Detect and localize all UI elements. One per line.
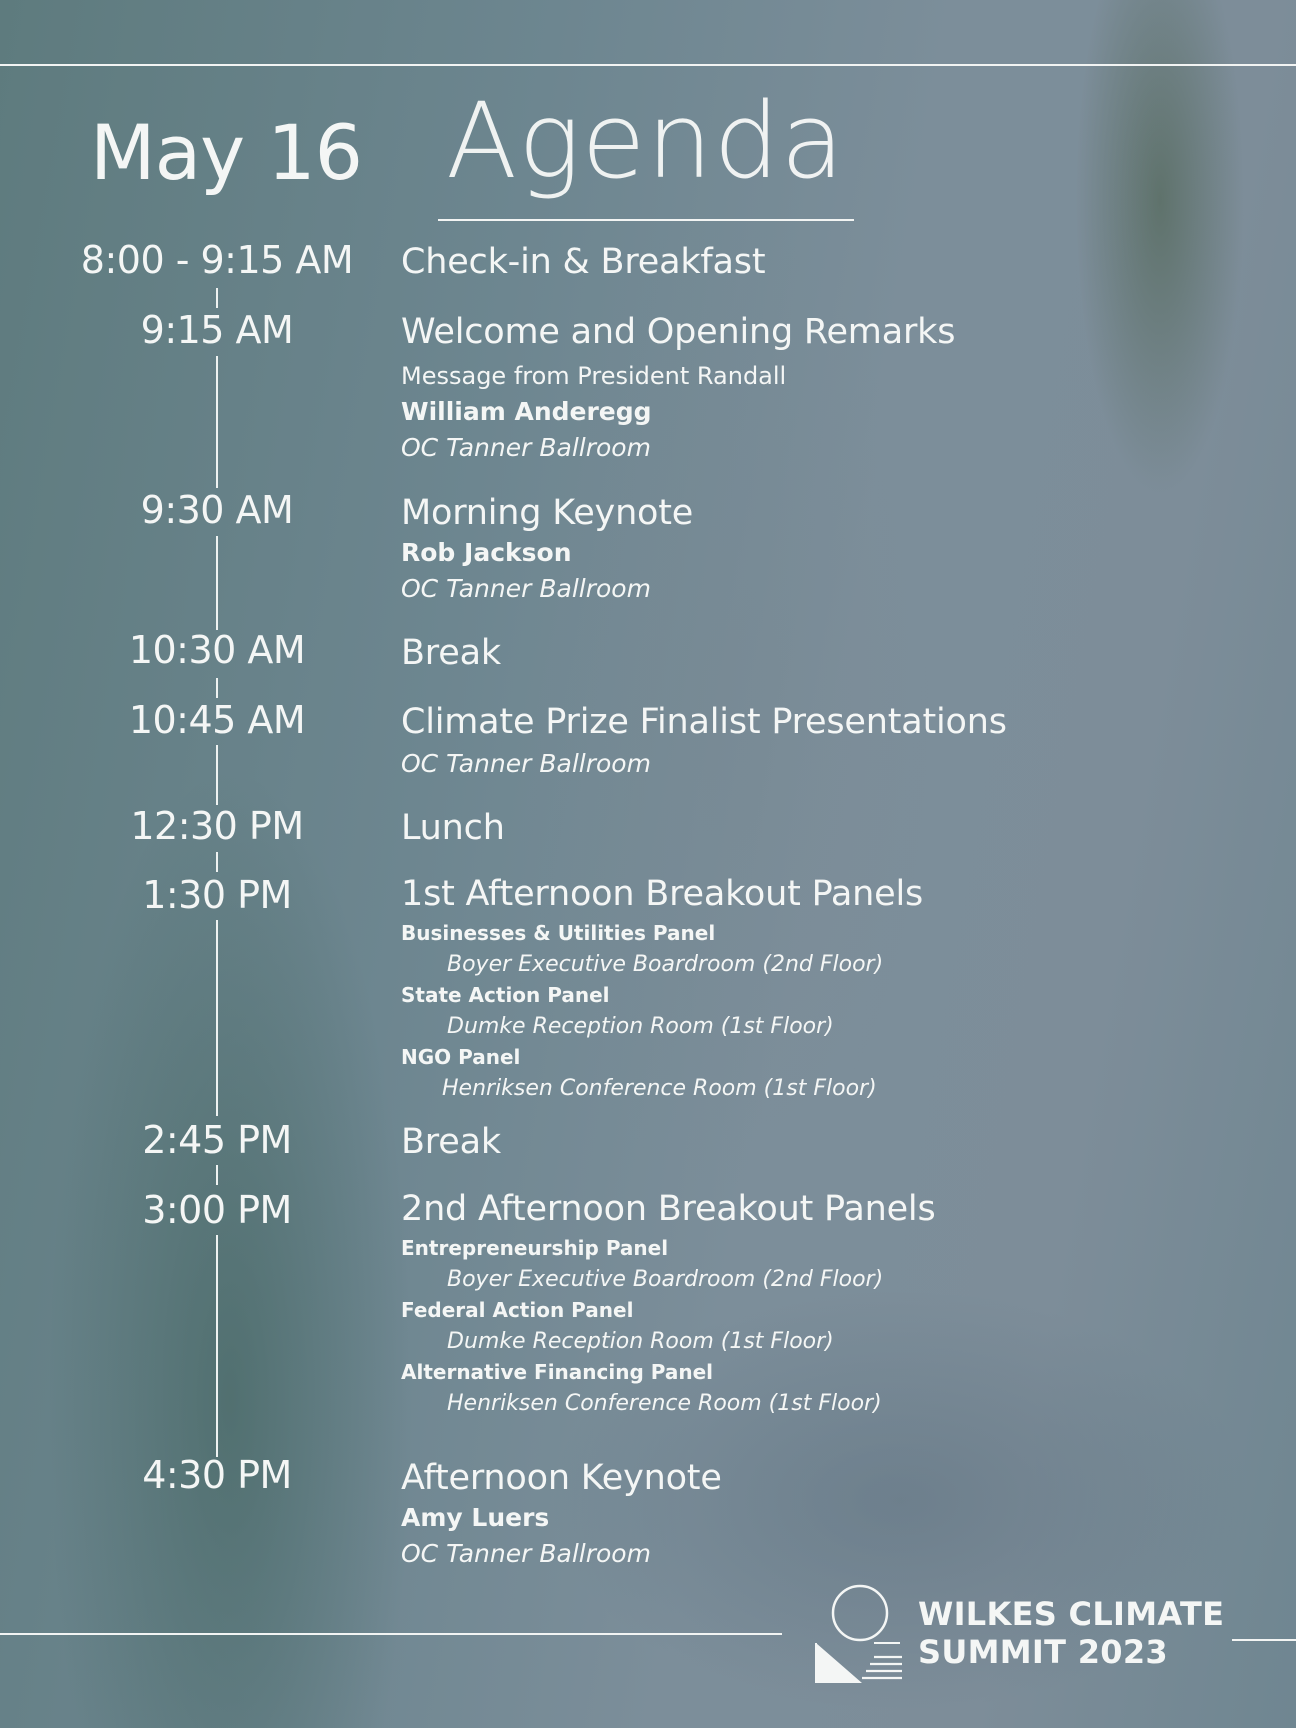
timeline-segment: [216, 1165, 218, 1185]
time-lunch: 12:30 PM: [130, 804, 304, 848]
panel-name: Federal Action Panel: [401, 1298, 634, 1322]
time-prize: 10:45 AM: [128, 698, 306, 742]
agenda-item-checkin: [401, 242, 765, 282]
timeline-segment: [216, 288, 218, 308]
event-title: 1st Afternoon Breakout Panels: [401, 874, 924, 914]
timeline-segment: [216, 852, 218, 872]
agenda-item-lunch: [401, 808, 505, 848]
agenda-item-breakout-2: [401, 1189, 935, 1419]
panel-name: Entrepreneurship Panel: [401, 1236, 669, 1260]
event-title: Climate Prize Finalist Presentations: [401, 702, 1007, 742]
time-break-2: 2:45 PM: [142, 1118, 292, 1162]
page-title: Agenda: [446, 80, 846, 202]
panel-name: Businesses & Utilities Panel: [401, 921, 716, 945]
timeline-segment: [216, 356, 218, 488]
event-title: Check-in & Breakfast: [401, 242, 766, 282]
panel-room: Henriksen Conference Room (1st Floor): [447, 1391, 882, 1416]
event-title: Break: [401, 1122, 501, 1162]
agenda-item-morning-keynote: [401, 493, 693, 607]
event-subtitle: Message from President Randall: [401, 362, 787, 390]
event-title: Break: [401, 633, 501, 673]
timeline-segment: [216, 536, 218, 630]
time-morning-keynote: 9:30 AM: [140, 488, 294, 532]
panel-list: [401, 1233, 935, 1419]
time-welcome: 9:15 AM: [140, 308, 294, 352]
top-rule: [0, 64, 1296, 66]
time-breakout-1: 1:30 PM: [142, 873, 292, 917]
panel-room: Dumke Reception Room (1st Floor): [447, 1014, 834, 1039]
agenda-item-break-2: [401, 1122, 501, 1162]
event-room: OC Tanner Ballroom: [401, 433, 651, 462]
time-checkin: 8:00 - 9:15 AM: [80, 238, 354, 282]
event-speaker: William Anderegg: [401, 397, 652, 426]
event-room: OC Tanner Ballroom: [401, 749, 651, 778]
agenda-item-welcome: [401, 312, 955, 466]
timeline-segment: [216, 920, 218, 1116]
bottom-rule-right: [1232, 1639, 1296, 1641]
bottom-rule-left: [0, 1633, 782, 1635]
brand-line-1: WILKES CLIMATE: [918, 1595, 1225, 1633]
agenda-item-breakout-1: [401, 874, 923, 1104]
panel-room: Dumke Reception Room (1st Floor): [447, 1329, 834, 1354]
event-title: Lunch: [401, 808, 505, 848]
title-underline: [438, 219, 854, 221]
panel-name: Alternative Financing Panel: [401, 1360, 714, 1384]
brand-name: [918, 1595, 1224, 1671]
event-room: OC Tanner Ballroom: [401, 574, 651, 603]
time-afternoon-keynote: 4:30 PM: [142, 1453, 292, 1497]
timeline-segment: [216, 745, 218, 805]
panel-room: Boyer Executive Boardroom (2nd Floor): [447, 1267, 884, 1292]
event-title: Morning Keynote: [401, 493, 694, 533]
event-title: 2nd Afternoon Breakout Panels: [401, 1189, 936, 1229]
event-title: Afternoon Keynote: [401, 1458, 722, 1498]
panel-list: [401, 918, 923, 1104]
time-breakout-2: 3:00 PM: [142, 1188, 292, 1232]
event-speaker: Amy Luers: [401, 1503, 550, 1532]
panel-name: State Action Panel: [401, 983, 610, 1007]
panel-room: Boyer Executive Boardroom (2nd Floor): [447, 952, 884, 977]
event-room: OC Tanner Ballroom: [401, 1539, 651, 1568]
time-break-1: 10:30 AM: [128, 628, 306, 672]
event-speaker: Rob Jackson: [401, 538, 572, 567]
event-title: Welcome and Opening Remarks: [401, 312, 956, 352]
agenda-item-break-1: [401, 633, 501, 673]
panel-name: NGO Panel: [401, 1045, 521, 1069]
timeline-segment: [216, 678, 218, 698]
panel-room: Henriksen Conference Room (1st Floor): [442, 1076, 877, 1101]
agenda-item-prize: [401, 702, 1007, 782]
agenda-item-afternoon-keynote: [401, 1458, 722, 1572]
timeline-segment: [216, 1235, 218, 1457]
summit-logo-icon: [814, 1583, 904, 1685]
brand-line-2: SUMMIT 2023: [918, 1633, 1168, 1671]
event-date: May 16: [90, 108, 362, 197]
